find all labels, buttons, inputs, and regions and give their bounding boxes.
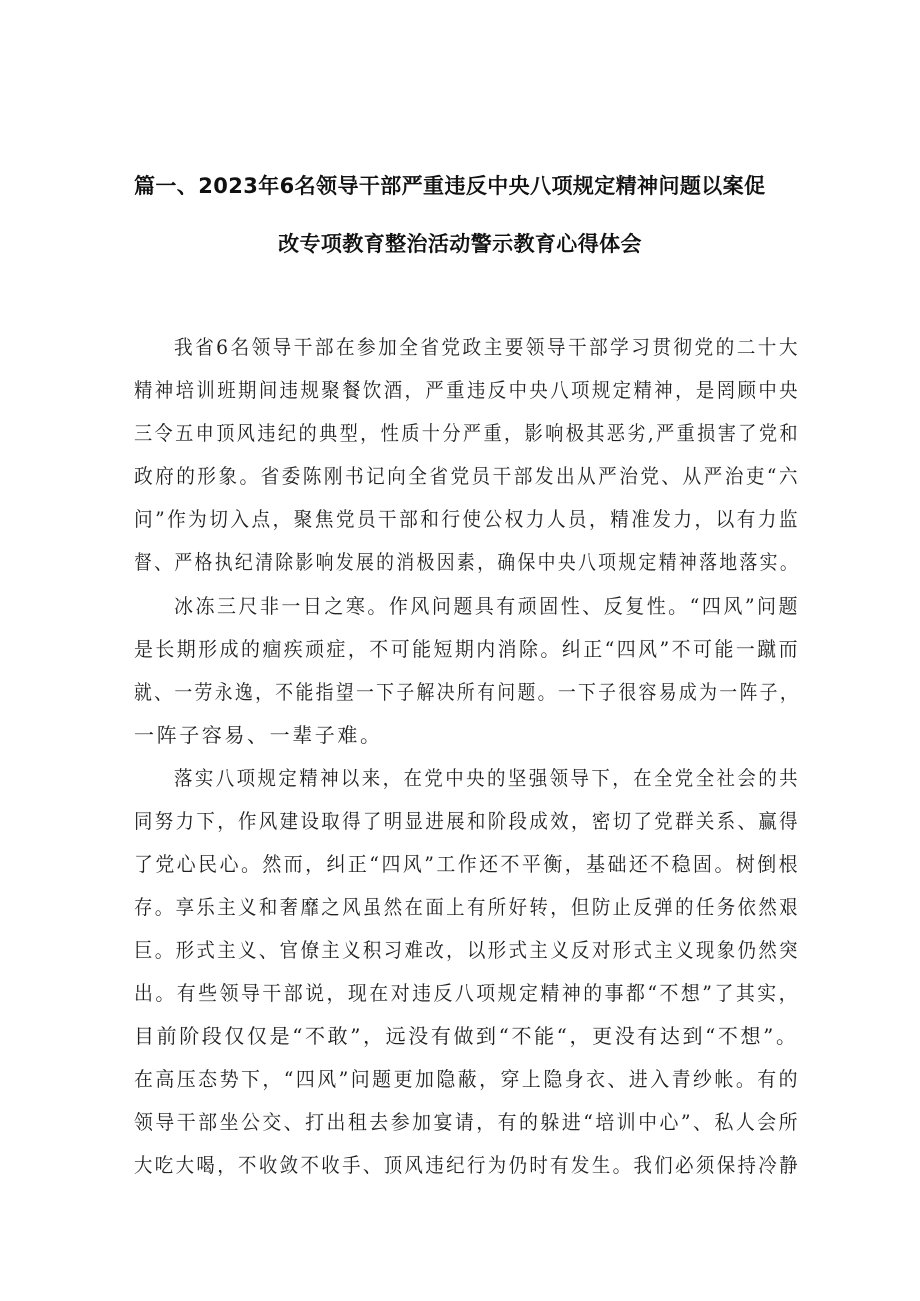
body-line: 存。享乐主义和奢靡之风虽然在面上有所好转，但防止反弹的任务依然艰 — [134, 895, 800, 919]
body-line: 出。有些领导干部说，现在对违反八项规定精神的事都“不想”了其实， — [134, 981, 801, 1005]
body-line: 政府的形象。省委陈刚书记向全省党员干部发出从严治党、从严治吏“六 — [134, 464, 800, 488]
body-line: 就、一劳永逸，不能指望一下子解决所有问题。一下子很容易成为一阵子， — [134, 680, 801, 704]
body-line: 大吃大喝，不收敛不收手、顶风违纪行为仍时有发生。我们必须保持冷静 — [134, 1153, 800, 1177]
body-line: 落实八项规定精神以来，在党中央的坚强领导下，在全党全社会的共 — [174, 766, 800, 790]
document-title-line-2: 改专项教育整治活动警示教育心得体会 — [278, 232, 642, 256]
body-line: 同努力下，作风建设取得了明显进展和阶段成效，密切了党群关系、赢得 — [134, 809, 800, 833]
body-line: 了党心民心。然而，纠正“四风”工作还不平衡，基础还不稳固。树倒根 — [134, 852, 801, 876]
body-line: 目前阶段仅仅是“不敢”，远没有做到“不能“，更没有达到“不想”。 — [134, 1024, 799, 1048]
body-line: 是长期形成的痼疾顽症，不可能短期内消除。纠正“四风”不可能一蹴而 — [134, 637, 801, 661]
body-line: 领导干部坐公交、打出租去参加宴请，有的躲进“培训中心”、私人会所 — [134, 1110, 801, 1134]
body-line: 一阵子容易、一辈子难。 — [134, 723, 383, 747]
body-line: 冰冻三尺非一日之寒。作风问题具有顽固性、反复性。“四风”问题 — [174, 594, 800, 618]
body-line: 督、严格执纪清除影响发展的消极因素，确保中央八项规定精神落地落实。 — [134, 550, 801, 574]
body-line: 精神培训班期间违规聚餐饮酒，严重违反中央八项规定精神，是罔顾中央 — [134, 378, 800, 402]
body-line: 我省6名领导干部在参加全省党政主要领导干部学习贯彻党的二十大 — [174, 335, 800, 359]
body-line: 在高压态势下，“四风”问题更加隐蔽，穿上隐身衣、进入青纱帐。有的 — [134, 1067, 801, 1091]
body-line: 三令五申顶风违纪的典型，性质十分严重，影响极其恶劣,严重损害了党和 — [134, 421, 800, 445]
body-line: 问”作为切入点，聚焦党员干部和行使公权力人员，精准发力，以有力监 — [134, 507, 800, 531]
body-line: 巨。形式主义、官僚主义积习难改，以形式主义反对形式主义现象仍然突 — [134, 938, 800, 962]
document-title-line-1: 篇一、2023年6名领导干部严重违反中央八项规定精神问题以案促 — [134, 174, 766, 198]
